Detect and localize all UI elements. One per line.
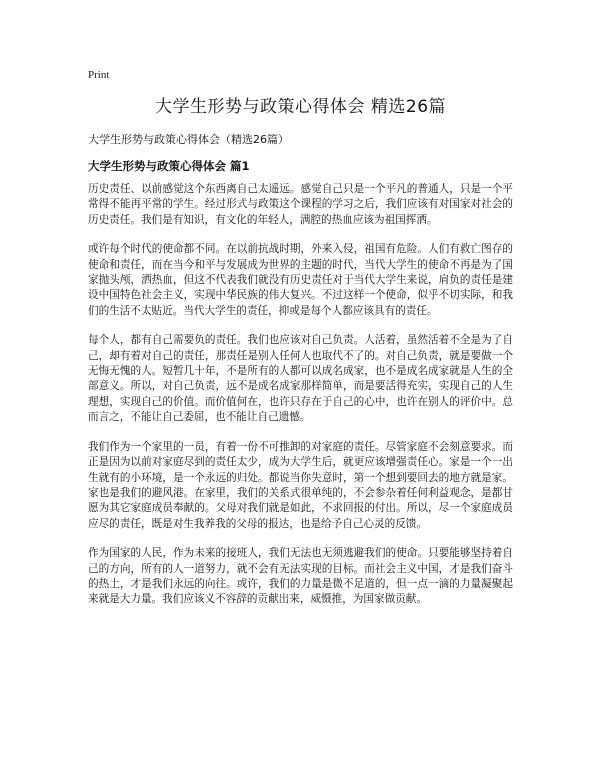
document-page bbox=[88, 68, 513, 622]
paragraph-5: 作为国家的人民，作为未来的接班人，我们无法也无须逃避我们的使命。只要能够坚持着自己的方向，所有的人一道努力，就不会有无法实现的目标。而社会主义中国，才是我们奋斗的热土，才是我们永远的向往。或许，我们的力量是微不足道的，但一点一滴的力量凝聚起来就是大力量。我们应该义不容辞的贡献出来，威慑推，为国家做贡献。 bbox=[88, 547, 513, 606]
print-link[interactable]: Print bbox=[88, 69, 110, 81]
section-heading: 大学生形势与政策心得体会 篇1 bbox=[88, 159, 250, 173]
paragraph-4: 我们作为一个家里的一员，有着一份不可推卸的对家庭的责任。尽管家庭不会刻意要求。而正是因为以前对家庭尽到的责任太少，成为大学生后，就更应该增强责任心。家是一个一出生就有的小环境，是一个永远的归处。都说当你失意时，第一个想到要回去的地方就是家。家也是我们的避风港。在家里，我们的关系式很单纯的，不会参杂着任何利益观念，是都甘愿为其它家庭成员奉献的。父母对我们就是如此，不求回报的付出。所以，尽一个家庭成员应尽的责任，既是对生我养我的父母的报达，也是给予自己心灵的反馈。 bbox=[88, 440, 513, 530]
paragraph-3: 每个人，都有自己需要负的责任。我们也应该对自己负责。人活着，虽然活着不全是为了自己，却有着对自己的责任，那责任是别人任何人也取代不了的。对自己负责，就是要做一个无悔无愧的人。短暂几十年，不是所有的人都可以成名成家，也不是成名成家就是人生的全部意义。所以，对自己负责，远不是成名成家那样简单，而是要活得充实，实现自己的人生理想，实现自己的价值。而价值何在，也许只存在于自己的心中，也许在别人的评价中。总而言之，不能让自己委屈，也不能让自己遗憾。 bbox=[88, 334, 513, 424]
document-title: 大学生形势与政策心得体会 精选26篇 bbox=[154, 97, 447, 117]
document-subtitle: 大学生形势与政策心得体会（精选26篇） bbox=[88, 133, 289, 146]
paragraph-2: 或许每个时代的使命都不同。在以前抗战时期，外来入侵，祖国有危险。人们有救亡图存的使命和责任，而在当今和平与发展成为世界的主题的时代，当代大学生的使命不再是为了国家抛头颅，洒热血，但这不代表我们就没有历史责任对于当代大学生来说，肩负的责任是建设中国特色社会主义，实现中华民族的伟大复兴。不过这样一个使命，似乎不切实际，和我们的生活不太贴近。当代大学生的责任，抑或是每个人都应该具有的责任。 bbox=[88, 243, 513, 317]
paragraph-1: 历史责任、以前感觉这个东西离自己太遥远。感觉自己只是一个平凡的普通人，只是一个平常得不能再平常的学生。经过形式与政策这个课程的学习之后，我们应该有对国家对社会的历史责任。我们是有知识，有文化的年轻人，满腔的热血应该为祖国挥洒。 bbox=[88, 183, 513, 226]
